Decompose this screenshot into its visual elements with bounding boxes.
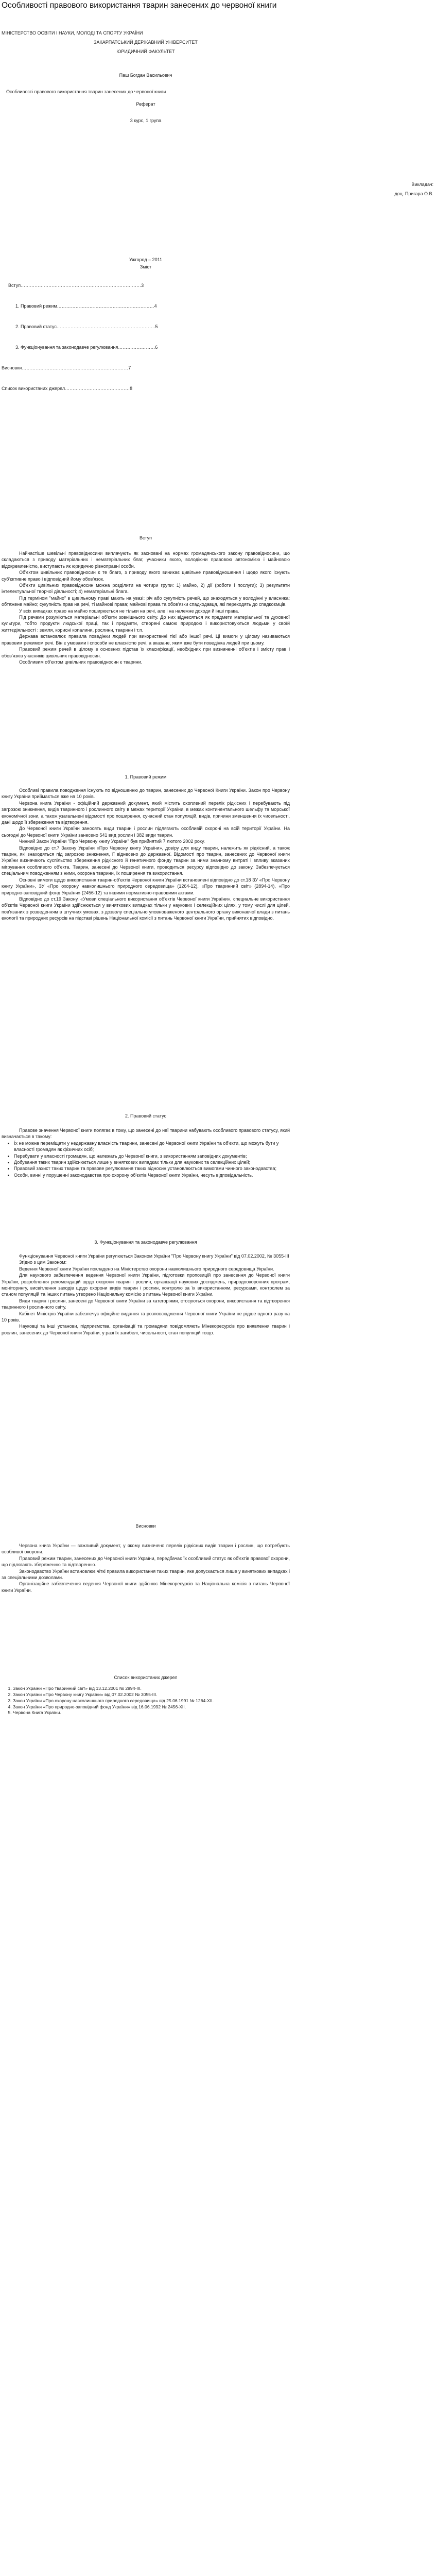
toc-item: Список використаних джерел……………………………………8 bbox=[2, 386, 133, 391]
paragraph: Ведення Червоної книги України покладено на Міністерство охорони навколишнього природного середовища України. bbox=[19, 1266, 274, 1272]
title-author: Паш Богдан Васильович bbox=[119, 73, 172, 78]
intro-body bbox=[2, 550, 290, 665]
title-teacher-label: Викладач: bbox=[411, 182, 433, 187]
section1-body bbox=[2, 787, 290, 922]
references-list bbox=[2, 1686, 290, 1716]
paragraph: Для наукового забезпечення ведення Червоної книги України, підготовки пропозицій про занесення до Червоної книги України, розроблення рекомендацій щодо охорони тварин і рослин, організації наукових досліджень, природоохоронних програм, моніторингу, висвітлення заходів щодо охорони видів тварин і рослин, контролю за їх використанням, ресурсами, контролем за станом популяцій та інших питань утворено Національну комісію з питань Червоної книги України. bbox=[2, 1273, 290, 1297]
paragraph: Кабінет Міністрів України забезпечує офіційне видання та розповсюдження Червоної книги України не рідше одного разу на 10 років. bbox=[2, 1311, 290, 1323]
title-faculty: ЮРИДИЧНИЙ ФАКУЛЬТЕТ bbox=[116, 49, 175, 54]
paragraph: Функціонування Червоної книги України регулюється Законом України "Про Червону книгу України" від 07.02.2002, № 3055-III bbox=[19, 1253, 289, 1259]
toc-item: 3. Функціонування та законодавче регулювання……………………6 bbox=[15, 345, 158, 350]
status-list bbox=[2, 1140, 290, 1178]
section3-heading: 3. Функціонування та законодавче регулювання bbox=[94, 1240, 197, 1245]
intro-heading: Вступ bbox=[139, 535, 152, 540]
paragraph: Держава встановлює правила поведінки людей при використанні тієї або іншої речі. Ці вимоги у цілому називаються правовим режимом речі. Він є умовами і способи не власністю речі, а вказане, яким вже бути поведінка людей при цьому. bbox=[2, 634, 290, 646]
title-ministry: МІНІСТЕРСТВО ОСВІТИ І НАУКИ, МОЛОДІ ТА СПОРТУ УКРАЇНИ bbox=[2, 30, 143, 36]
conclusions-heading: Висновки bbox=[135, 1523, 156, 1529]
document-title: Особливості правового використання тварин занесених до червоної книги bbox=[2, 1, 277, 10]
title-city-year: Ужгород – 2011 bbox=[129, 257, 162, 262]
paragraph: Чинний Закон України "Про Червону книгу України" був прийнятий 7 лютого 2002 року. bbox=[19, 839, 205, 844]
conclusions-body bbox=[2, 1543, 290, 1594]
title-work-type: Реферат bbox=[136, 101, 155, 107]
references-heading: Список використаних джерел bbox=[114, 1675, 178, 1680]
title-topic: Особливості правового використання тварин занесених до червоної книги bbox=[6, 89, 166, 94]
paragraph: Об'єктом цивільних правовідносин є те благо, з приводу якого виникає цивільне правовідношення і щодо якого існують суб'єктивне право і відповідний йому обов'язок. bbox=[2, 570, 290, 582]
paragraph: Види тварин і рослин, занесені до Червоної книги України за категоріями, стосуються охорони, використання та відтворення тваринного і рослинного світу. bbox=[2, 1298, 290, 1310]
title-course: 3 курс, 1 група bbox=[130, 118, 162, 123]
section1-heading: 1. Правовий режим bbox=[125, 774, 167, 779]
paragraph: Відповідно до ст.19 Закону, «Умови спеціального використання об'єктів Червоної книги України», специальне використання об'єктів Червоної книги України здійснюється у виняткових випадках тільки у наукових і селекційних цілях, у тому числі для цілей, пов'язаних з розведенням в штучних умовах, з дозволу спеціально уповноваженого центрального органу виконавчої влади з питань екології та природних ресурсів на підставі рішень Національної комісії з питань Червоної книги України, прийнятих відповідно. bbox=[2, 896, 290, 921]
paragraph: Відповідно до ст.7 Закону України «Про Червону книгу України», довіру для виду тварин, належить як рідкісний, а також тварин, які знаходяться під загрозою зникнення, її віднесено до державної. Відомості про тварин, занесених до Червоної книги України визначають суспільство збереження рідкісного й генетичного фонду тварин за ними значному витраті і впливу вказаних мігрування особливого об'єкта. Тварин, занесені до Червоної книги, проводиться ресурсу відповідно до закону. Забезпечується спеціальним поводженням з ними, охорона тварини, їх поширення та використання. bbox=[2, 845, 290, 876]
paragraph: У всіх випадках право на майно поширюється не тільки на речі, але і на належне доходи й інші права. bbox=[19, 608, 239, 614]
toc-item: Висновки……………………………………………………………7 bbox=[2, 365, 131, 370]
paragraph: Організаційне забезпечення ведення Червоної книги здійснює Мінекоресурсів та Національна комісія з питань Червоної книги України. bbox=[2, 1581, 290, 1593]
list-item: • Добування таких тварин здійснюється лише у виняткових випадках тільки для наукових та селекційних цілей; bbox=[14, 1159, 290, 1165]
section3-body bbox=[2, 1253, 290, 1336]
paragraph: До Червоної книги України заносять види тварин і рослин підлягають особливій охороні на всій території України. На сьогодні до Червоної книги України занесено 541 вид рослин і 382 види тварин. bbox=[2, 826, 290, 838]
paragraph: Під терміном "майно" в цивільному праві мають на увазі: річ або сукупність речей, що знаходяться у володінні у власника; обтяжене майно; сукупність прав на речі, ті майнові права; майнові права та обов'язки спадкодавця, які переходять до спадкоємців. bbox=[2, 595, 290, 607]
paragraph: Правове значення Червоної книги полягає в тому, що занесені до неї тварини набувають особливого правового статусу, який визначається в такому: bbox=[2, 1128, 290, 1140]
section2-heading: 2. Правовий статус bbox=[125, 1113, 166, 1118]
paragraph: Об'єкти цивільних правовідносин можна розділити на чотири групи: 1) майно, 2) дії (роботи і послуги); 3) результати інтелектуальної творчої діяльності; 4) нематеріальні блага. bbox=[2, 583, 290, 595]
list-item: • Особи, винні у порушенні законодавства про охорону об'єктів Червоної книги України, несуть відповідальність. bbox=[14, 1172, 290, 1178]
list-item: • Перебувати у власності громадян, що належать до Червоної книги, з використанням заповідних документів; bbox=[14, 1153, 290, 1159]
list-item: • Правовий захист таких тварин та правове регулювання таких відносин установлюється вимогами чинного законодавства; bbox=[14, 1165, 290, 1172]
reference-item: 2. Закон України «Про Червону книгу України» від 07.02.2002 № 3055-III. bbox=[13, 1692, 290, 1698]
reference-item: 5. Червона Книга України. bbox=[13, 1710, 290, 1716]
reference-item: 3. Закон України «Про охорону навколишнього природного середовища» від 25.06.1991 № 1264-XII. bbox=[13, 1698, 290, 1704]
paragraph: Законодавство України встановлює чіткі правила використання таких тварин, яке допускається лише у виняткових випадках і за спеціальними дозволами. bbox=[2, 1568, 290, 1581]
reference-item: 1. Закон України «Про тваринний світ» від 13.12.2001 № 2894-III. bbox=[13, 1686, 290, 1692]
title-university: ЗАКАРПАТСЬКИЙ ДЕРЖАВНИЙ УНІВЕРСИТЕТ bbox=[94, 40, 198, 45]
paragraph: Червона книга України - офіційний державний документ, який містить охоплений перелік рідкісних і перебувають під загрозою зникнення, видів тваринного і рослинного світу в межах території України, в межах континентального шельфу та морської економічної зони, а також узагальнені відомості про поширення, сучасний стан популяцій, видів, причини зменшення їх чисельності, дані щодо її збереження та відтворення. bbox=[2, 800, 290, 825]
paragraph: Науковці та інші установи, підприємства, організації та громадяни повідомляють Мінекоресурсів про виявлення тварин і рослин, занесених до Червоної книги України, у разі їх загибелі, чисельності, стан популяцій тощо. bbox=[2, 1324, 290, 1335]
toc-item: 1. Правовий режим………………………………………………………4 bbox=[15, 303, 157, 309]
paragraph: Правовий режим тварин, занесених до Червоної книги України, передбачає їх особливий статус як об'єктів правової охорони, що підлягають збереженню та відтворенню. bbox=[2, 1555, 290, 1568]
paragraph: Основні вимоги щодо використання тварин-об'єктів Червоної книги України встановлені відповідно до ст.18 ЗУ «Про Червону книгу України», ЗУ «Про охорону навколишнього природного середовища» (1264-12), «Про тваринний світ» (2894-14), «Про природно-заповідний фонд України» (2456-12) та іншими нормативно-правовими актами. bbox=[2, 877, 290, 895]
paragraph: Особливі правила поводження існують по відношенню до тварин, занесених до Червоної Книги України. Закон про Червону книгу України приймається вже на 10 років. bbox=[2, 788, 290, 800]
paragraph: Червона книга України — важливий документ, у якому визначено перелік рідкісних видів тварин і рослин, що потребують особливої охорони. bbox=[2, 1543, 290, 1555]
paragraph: Особливим об'єктом цивільних правовідносин є тварини. bbox=[19, 659, 143, 665]
section2-body bbox=[2, 1127, 290, 1178]
paragraph: Найчастіше шевільні правовідносини виплачують як засновані на нормах громадянського закону правовідносини, що складаються з приводу матеріальних і нематеріальних благ, учасники якого, володіючи правовою автономією і майновою відокремленістю, виступають як юридично рівноправні особи. bbox=[2, 551, 290, 569]
reference-item: 4. Закон України «Про природно-заповідний фонд України» від 16.06.1992 № 2456-XII. bbox=[13, 1704, 290, 1710]
list-item: • Їх не можна переміщати у недержавну власність тварини, занесені до Червоної книги України та об'єкти, що можуть бути у власності громадян як фізичних осіб; bbox=[14, 1140, 290, 1153]
paragraph: Згідно з цим Законом: bbox=[19, 1260, 67, 1265]
toc-item: 2. Правовий статус……………………………………………………….5 bbox=[15, 324, 158, 329]
toc-title: Зміст bbox=[139, 264, 152, 269]
toc-item: Вступ……………………………………………………………………3 bbox=[8, 283, 144, 288]
paragraph: Правовий режим речей в цілому в основних підстав їх класифікації, необхідних при визначенні об'єктів і змісту прав і обов'язків учасників цивільних правовідносин. bbox=[2, 647, 290, 658]
title-teacher: доц. Пригара О.В. bbox=[394, 191, 433, 196]
paragraph: Під речами розуміються матеріальні об'єкти зовнішнього світу. До них віднесяться як предмети матеріальної та духовної культури, тобто продукти людської праці, так і предмети, створені самою природою і використовуються людьми у своїй життєдіяльності : земля, корисні копалини, рослини, тварини і т.п. bbox=[2, 615, 290, 633]
